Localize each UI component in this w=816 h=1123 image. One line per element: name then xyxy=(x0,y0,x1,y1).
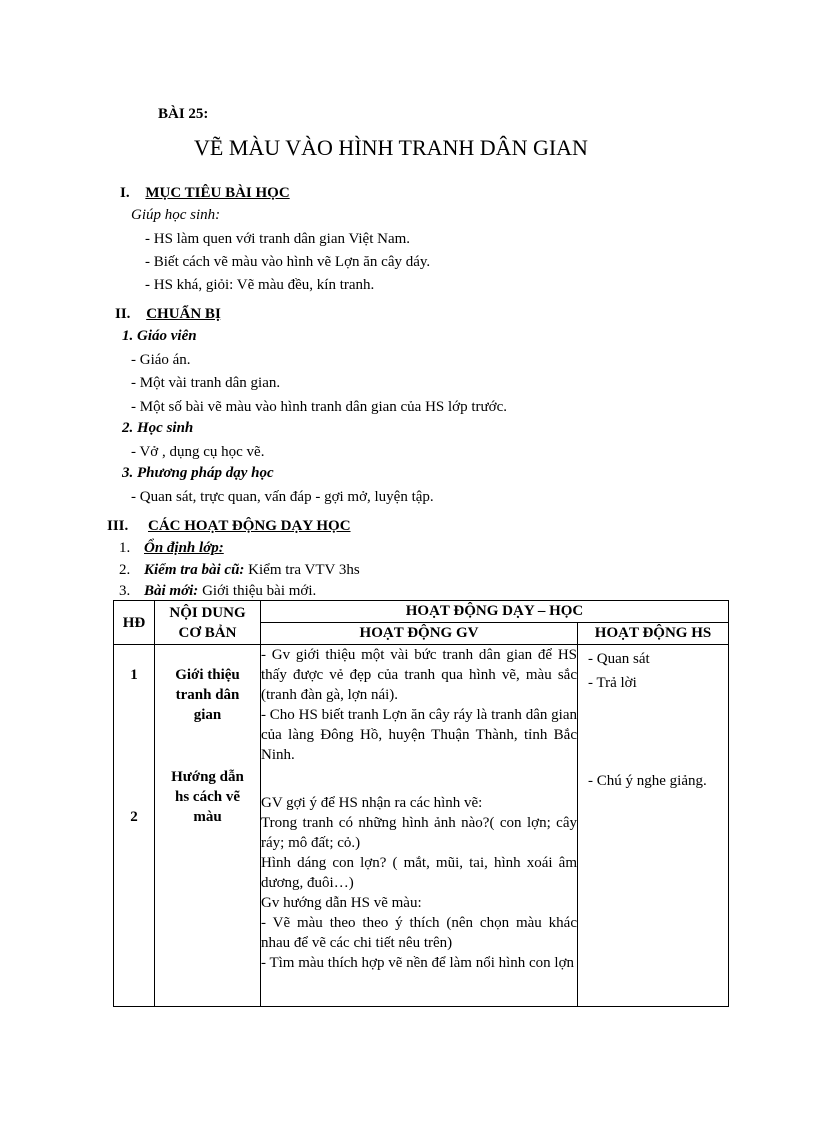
section1-title: MỤC TIÊU BÀI HỌC xyxy=(145,185,290,201)
section2-heading xyxy=(115,304,221,324)
gv-paragraph: - Vẽ màu theo theo ý thích (nên chọn màu khác nhau để vẽ các chi tiết nêu trên) xyxy=(261,915,577,951)
section3-numeral: III. xyxy=(107,518,129,534)
gv-paragraph: - Cho HS biết tranh Lợn ăn cây ráy là tranh dân gian của làng Đông Hồ, huyện Thuận Thành, tỉnh Bắc Ninh. xyxy=(261,707,577,763)
activity-table xyxy=(113,600,729,1007)
hs-cell xyxy=(578,645,729,1007)
section3-title: CÁC HOẠT ĐỘNG DẠY HỌC xyxy=(148,518,351,534)
step-label: Bài mới: xyxy=(144,583,199,599)
table-row xyxy=(114,645,729,1007)
section2-sub1-item: - Giáo án. xyxy=(131,352,191,368)
section2-title: CHUẨN BỊ xyxy=(146,306,221,322)
section2-sub1-title: 1. Giáo viên xyxy=(122,328,197,344)
section2-sub1-item: - Một số bài vẽ màu vào hình tranh dân gian của HS lớp trước. xyxy=(131,399,507,415)
section3-step xyxy=(119,538,224,558)
section3-step xyxy=(119,560,360,580)
section3-heading xyxy=(107,516,351,536)
lesson-number: BÀI 25: xyxy=(158,106,209,122)
hd-cell xyxy=(114,645,155,1007)
step-text: Giới thiệu bài mới. xyxy=(198,583,317,599)
step-text: Kiểm tra VTV 3hs xyxy=(244,562,360,578)
hd-number: 1 xyxy=(130,667,138,683)
gv-cell xyxy=(261,645,578,1007)
section2-sub2-title: 2. Học sinh xyxy=(122,420,194,436)
section2-numeral: II. xyxy=(115,306,131,322)
header-hs: HOẠT ĐỘNG HS xyxy=(578,623,729,645)
content-text: Giới thiệu tranh dân gian xyxy=(175,667,240,723)
content-text: Hướng dẫn hs cách vẽ màu xyxy=(171,769,244,825)
section1-numeral: I. xyxy=(120,185,130,201)
section2-sub3-title: 3. Phương pháp dạy học xyxy=(122,465,274,481)
section1-item: - HS khá, giỏi: Vẽ màu đều, kín tranh. xyxy=(145,277,375,293)
hs-item: - Quan sát xyxy=(588,651,650,667)
section1-item: - Biết cách vẽ màu vào hình vẽ Lợn ăn cây dáy. xyxy=(145,254,431,270)
step-label: Ổn định lớp: xyxy=(144,540,224,556)
step-number: 2. xyxy=(119,562,131,578)
hs-item: - Trả lời xyxy=(588,675,637,691)
gv-paragraph: Trong tranh có những hình ảnh nào?( con lợn; cây ráy; mô đất; cỏ.) xyxy=(261,815,577,851)
header-hd: HĐ xyxy=(114,601,155,645)
section2-sub3-item: - Quan sát, trực quan, vấn đáp - gợi mở, luyện tập. xyxy=(131,489,434,505)
section1-item: - HS làm quen với tranh dân gian Việt Nam. xyxy=(145,231,411,247)
step-number: 1. xyxy=(119,540,131,556)
step-number: 3. xyxy=(119,583,131,599)
header-gv: HOẠT ĐỘNG GV xyxy=(261,623,578,645)
lesson-title: VẼ MÀU VÀO HÌNH TRANH DÂN GIAN xyxy=(194,135,588,160)
gv-paragraph: - Gv giới thiệu một vài bức tranh dân gian để HS thấy được vẻ đẹp của tranh qua hình vẽ, màu sắc (tranh đàn gà, lợn nái). xyxy=(261,647,577,703)
content-cell xyxy=(155,645,261,1007)
section1-heading xyxy=(120,183,290,203)
step-label: Kiểm tra bài cũ: xyxy=(144,562,245,578)
table-header-row xyxy=(114,601,729,623)
hd-number: 2 xyxy=(130,809,138,825)
gv-paragraph: - Tìm màu thích hợp vẽ nền để làm nổi hình con lợn xyxy=(261,955,575,971)
gv-paragraph: Hình dáng con lợn? ( mắt, mũi, tai, hình xoái âm dương, đuôi…) xyxy=(261,855,577,891)
section2-sub2-item: - Vở , dụng cụ học vẽ. xyxy=(131,444,265,460)
hs-item: - Chú ý nghe giảng. xyxy=(588,773,707,789)
header-activities: HOẠT ĐỘNG DẠY – HỌC xyxy=(261,601,729,623)
gv-paragraph: GV gợi ý để HS nhận ra các hình vẽ: xyxy=(261,795,483,811)
header-content: NỘI DUNG CƠ BẢN xyxy=(155,601,261,645)
section2-sub1-item: - Một vài tranh dân gian. xyxy=(131,375,281,391)
section1-intro: Giúp học sinh: xyxy=(131,207,221,223)
section3-step xyxy=(119,581,316,601)
gv-paragraph: Gv hướng dẫn HS vẽ màu: xyxy=(261,895,422,911)
